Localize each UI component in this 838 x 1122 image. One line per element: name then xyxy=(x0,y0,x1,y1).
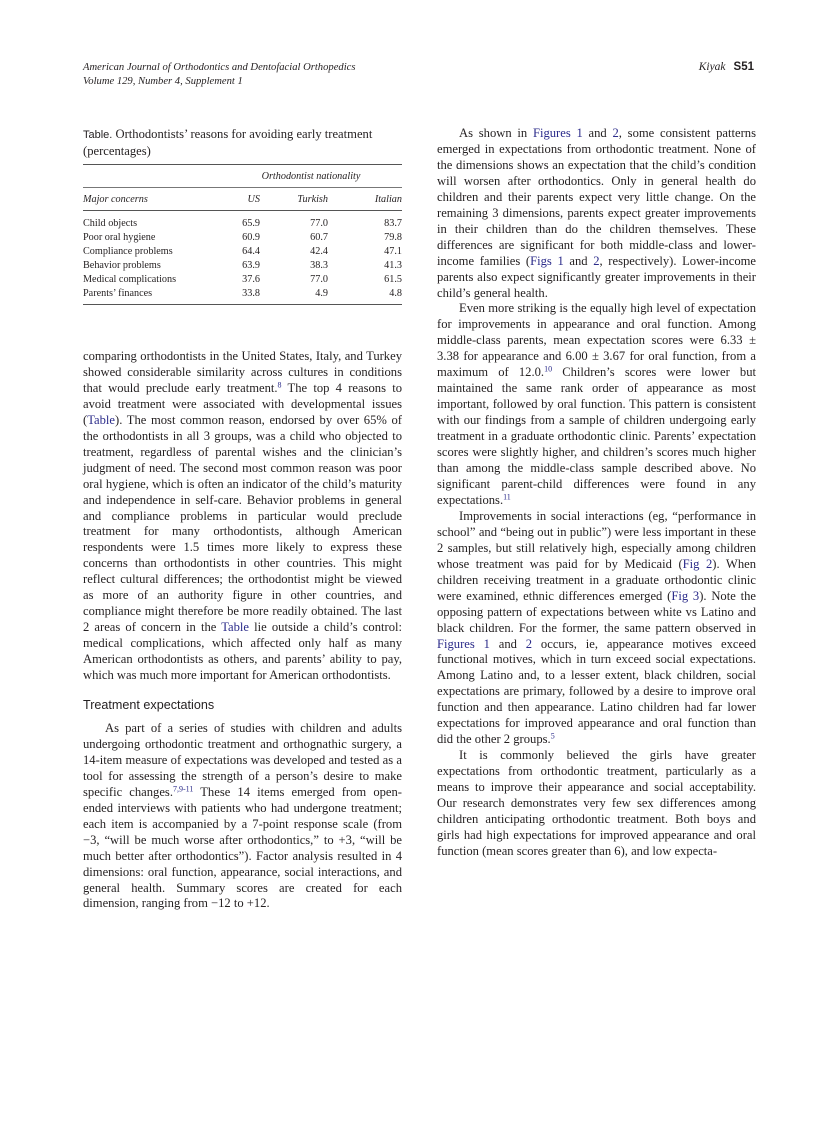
citation-link[interactable]: 10 xyxy=(544,364,553,374)
figure-link[interactable]: 2 xyxy=(612,126,619,140)
paragraph: Even more striking is the equally high level of expectation for improvements in appearance and oral function. Among middle-class parents, mean expectation scores were 6.33 ± 3.38 for appearance and 6.00 ± 3.67 for oral function, from a maximum of 12.0.10 Children’s scores were lower but maintained the same rank order of appearance as most important, followed by oral function. This pattern is consistent with our findings from a sample of children undergoing early treatment in a graduate orthodontic clinic. Parents’ expectation scores were slightly higher, and children’s scores much higher than among the middle-class sample described above. No significant parent-child differences were found in any expectations.$^{11}$ xyxy=(437,301,757,507)
table-block xyxy=(83,127,402,305)
figure-link[interactable]: Fig 3 xyxy=(671,588,700,603)
paragraph: It is commonly believed the girls have greater expectations from orthodontic treatment, particularly as a means to improve their appearance and social acceptability. Our research demonstrates very few sex differences among children anticipating orthodontic treatment. Both boys and girls had high expectations for improved appearance and oral function (mean scores greater than 6), and low expecta- xyxy=(437,748,756,858)
figure-link[interactable]: Figures 1 xyxy=(532,126,583,140)
citation-link[interactable]: 8 xyxy=(277,380,282,390)
cell-italian: 4.8 xyxy=(389,287,402,299)
section-heading: Treatment expectations xyxy=(83,698,215,713)
figure-link[interactable]: Fig 2 xyxy=(682,556,713,571)
table-row xyxy=(83,211,402,231)
concerns-table xyxy=(83,164,402,305)
paragraph: As shown in Figures 1 and 2, some consistent patterns emerged in expectations from orthodontic treatment. None of the dimensions shows an expectation that the child’s condition will worsen after orthodontics. Only in general health do children and their parents expect very little change. On the remaining 3 dimensions, parents expect greater improvements in their children than do the children themselves. These differences are significant for both middle-class and lower-income families (Figs 1 and 2, respectively). Lower-income parents also expect significantly greater improvements in their child’s general health. xyxy=(437,126,757,300)
page-info xyxy=(699,61,754,75)
cell-concern: Parents’ finances xyxy=(83,287,153,299)
cell-us: 64.4 xyxy=(242,245,260,257)
author-name: Kiyak xyxy=(698,61,726,73)
cell-concern: Child objects xyxy=(83,217,138,229)
cell-concern: Poor oral hygiene xyxy=(83,231,156,243)
page-number: S51 xyxy=(733,61,754,73)
journal-name: American Journal of Orthodontics and Dentofacial Orthopedics xyxy=(83,62,356,73)
column-header-italian: Italian xyxy=(374,193,402,205)
citation-link[interactable]: 7,9-11 xyxy=(172,784,194,794)
cell-turkish: 4.9 xyxy=(315,287,328,299)
table-caption-text: Orthodontists’ reasons for avoiding early treatment (percentages) xyxy=(83,127,373,158)
cell-turkish: 77.0 xyxy=(310,273,328,285)
journal-volume: Volume 129, Number 4, Supplement 1 xyxy=(83,75,243,87)
cell-us: 37.6 xyxy=(242,273,260,285)
figure-link[interactable]: Figures 1 xyxy=(437,636,490,651)
running-header xyxy=(83,61,754,88)
table-link[interactable]: Table xyxy=(87,412,115,427)
cell-turkish: 60.7 xyxy=(310,231,328,243)
figure-link[interactable]: 2 xyxy=(593,253,600,268)
left-column xyxy=(83,349,402,912)
cell-concern: Behavior problems xyxy=(83,259,161,271)
cell-concern: Medical complications xyxy=(83,273,177,285)
cell-turkish: 42.4 xyxy=(310,245,328,257)
cell-concern: Compliance problems xyxy=(83,245,173,257)
figure-link[interactable]: 2 xyxy=(525,636,533,651)
table-row xyxy=(83,272,402,286)
column-header-concerns: Major concerns xyxy=(83,193,148,205)
paragraph: As part of a series of studies with children and adults undergoing orthodontic treatment and orthognathic surgery, a 14-item measure of expectations was developed and tested as a tool for assessing the strength of a person’s desire to make specific changes.$^{7,9-11}$ These 14 items emerged from open-ended interviews with patients who had undergone treatment; each item is accompanied by a 7-point response scale (from −3, “will be much worse after orthodontics,” to +3, “will be much better after orthodontics”). Factor analysis resulted in 4 dimensions: oral function, appearance, social interactions, and general health. Summary scores are created for each dimension, ranging from −12 to +12. xyxy=(83,720,402,911)
group-header: Orthodontist nationality xyxy=(261,170,361,182)
citation-link[interactable]: 11 xyxy=(503,492,511,502)
table-row xyxy=(83,258,402,272)
cell-italian: 83.7 xyxy=(384,217,402,229)
column-header-us: US xyxy=(247,193,260,205)
cell-turkish: 38.3 xyxy=(310,259,328,271)
column-header-turkish: Turkish xyxy=(297,193,328,205)
cell-us: 65.9 xyxy=(242,217,260,229)
paragraph: Improvements in social interactions (eg, “performance in school” and “being out in public”) were less important in these 2 samples, but still relatively high, especially among children whose treatment was paid for by Medicaid (Fig 2). When children receiving treatment in a graduate orthodontic clinic were examined, ethnic differences emerged (Fig 3). Note the opposing pattern of expectations between white vs Latino and black children. For the former, the same pattern observed in Figures 1 and 2 occurs, ie, appearance motives exceed functional motives, which in turn exceed social expectations. Among Latino and, to a lesser extent, black children, social expectations are primary, followed by a desire to improve oral function and then appearance. Latino children had far lower expectations for improved appearance and oral function than did the other 2 groups.$^5$ xyxy=(437,508,756,747)
table-label: Table. xyxy=(83,129,113,141)
cell-us: 63.9 xyxy=(242,259,260,271)
right-column xyxy=(437,126,756,860)
table-row xyxy=(83,286,402,305)
table-row xyxy=(83,230,402,244)
cell-us: 60.9 xyxy=(242,231,260,243)
cell-italian: 79.8 xyxy=(384,231,402,243)
cell-italian: 61.5 xyxy=(384,273,402,285)
figure-link[interactable]: Figs 1 xyxy=(530,253,564,268)
paragraph: comparing orthodontists in the United States, Italy, and Turkey showed considerable similarity across cultures in conditions that would preclude early treatment.$^8$ The top 4 reasons to avoid treatment were associated with developmental issues (Table). The most common reason, endorsed by over 65% of the orthodontists in all 3 groups, was a child who objected to treatment, regardless of parental wishes and the clinician’s judgment of need. The second most common reason was poor oral hygiene, which is often an indicator of the child’s maturity and independence in self-care. Behavior problems in general and compliance problems in particular would preclude treatment for many orthodontists, although American respondents were 1.5 times more likely to express these concerns than orthodontists in other countries. This might reflect cultural differences; the orthodontist might be viewed as more of an authority figure in other countries, and compliance might therefore be more readily obtained. The last 2 areas of concern in the Table lie outside a child’s control: medical complications, which affected only half as many American orthodontists as others, and parents’ ability to pay, which was much more important for American orthodontists. xyxy=(83,349,402,683)
table-link[interactable]: Table xyxy=(221,620,250,635)
table-row xyxy=(83,244,402,258)
citation-link[interactable]: 5 xyxy=(550,731,555,741)
cell-italian: 47.1 xyxy=(384,245,402,257)
cell-turkish: 77.0 xyxy=(310,217,328,229)
cell-italian: 41.3 xyxy=(384,259,402,271)
cell-us: 33.8 xyxy=(242,287,260,299)
table-caption xyxy=(83,127,402,159)
